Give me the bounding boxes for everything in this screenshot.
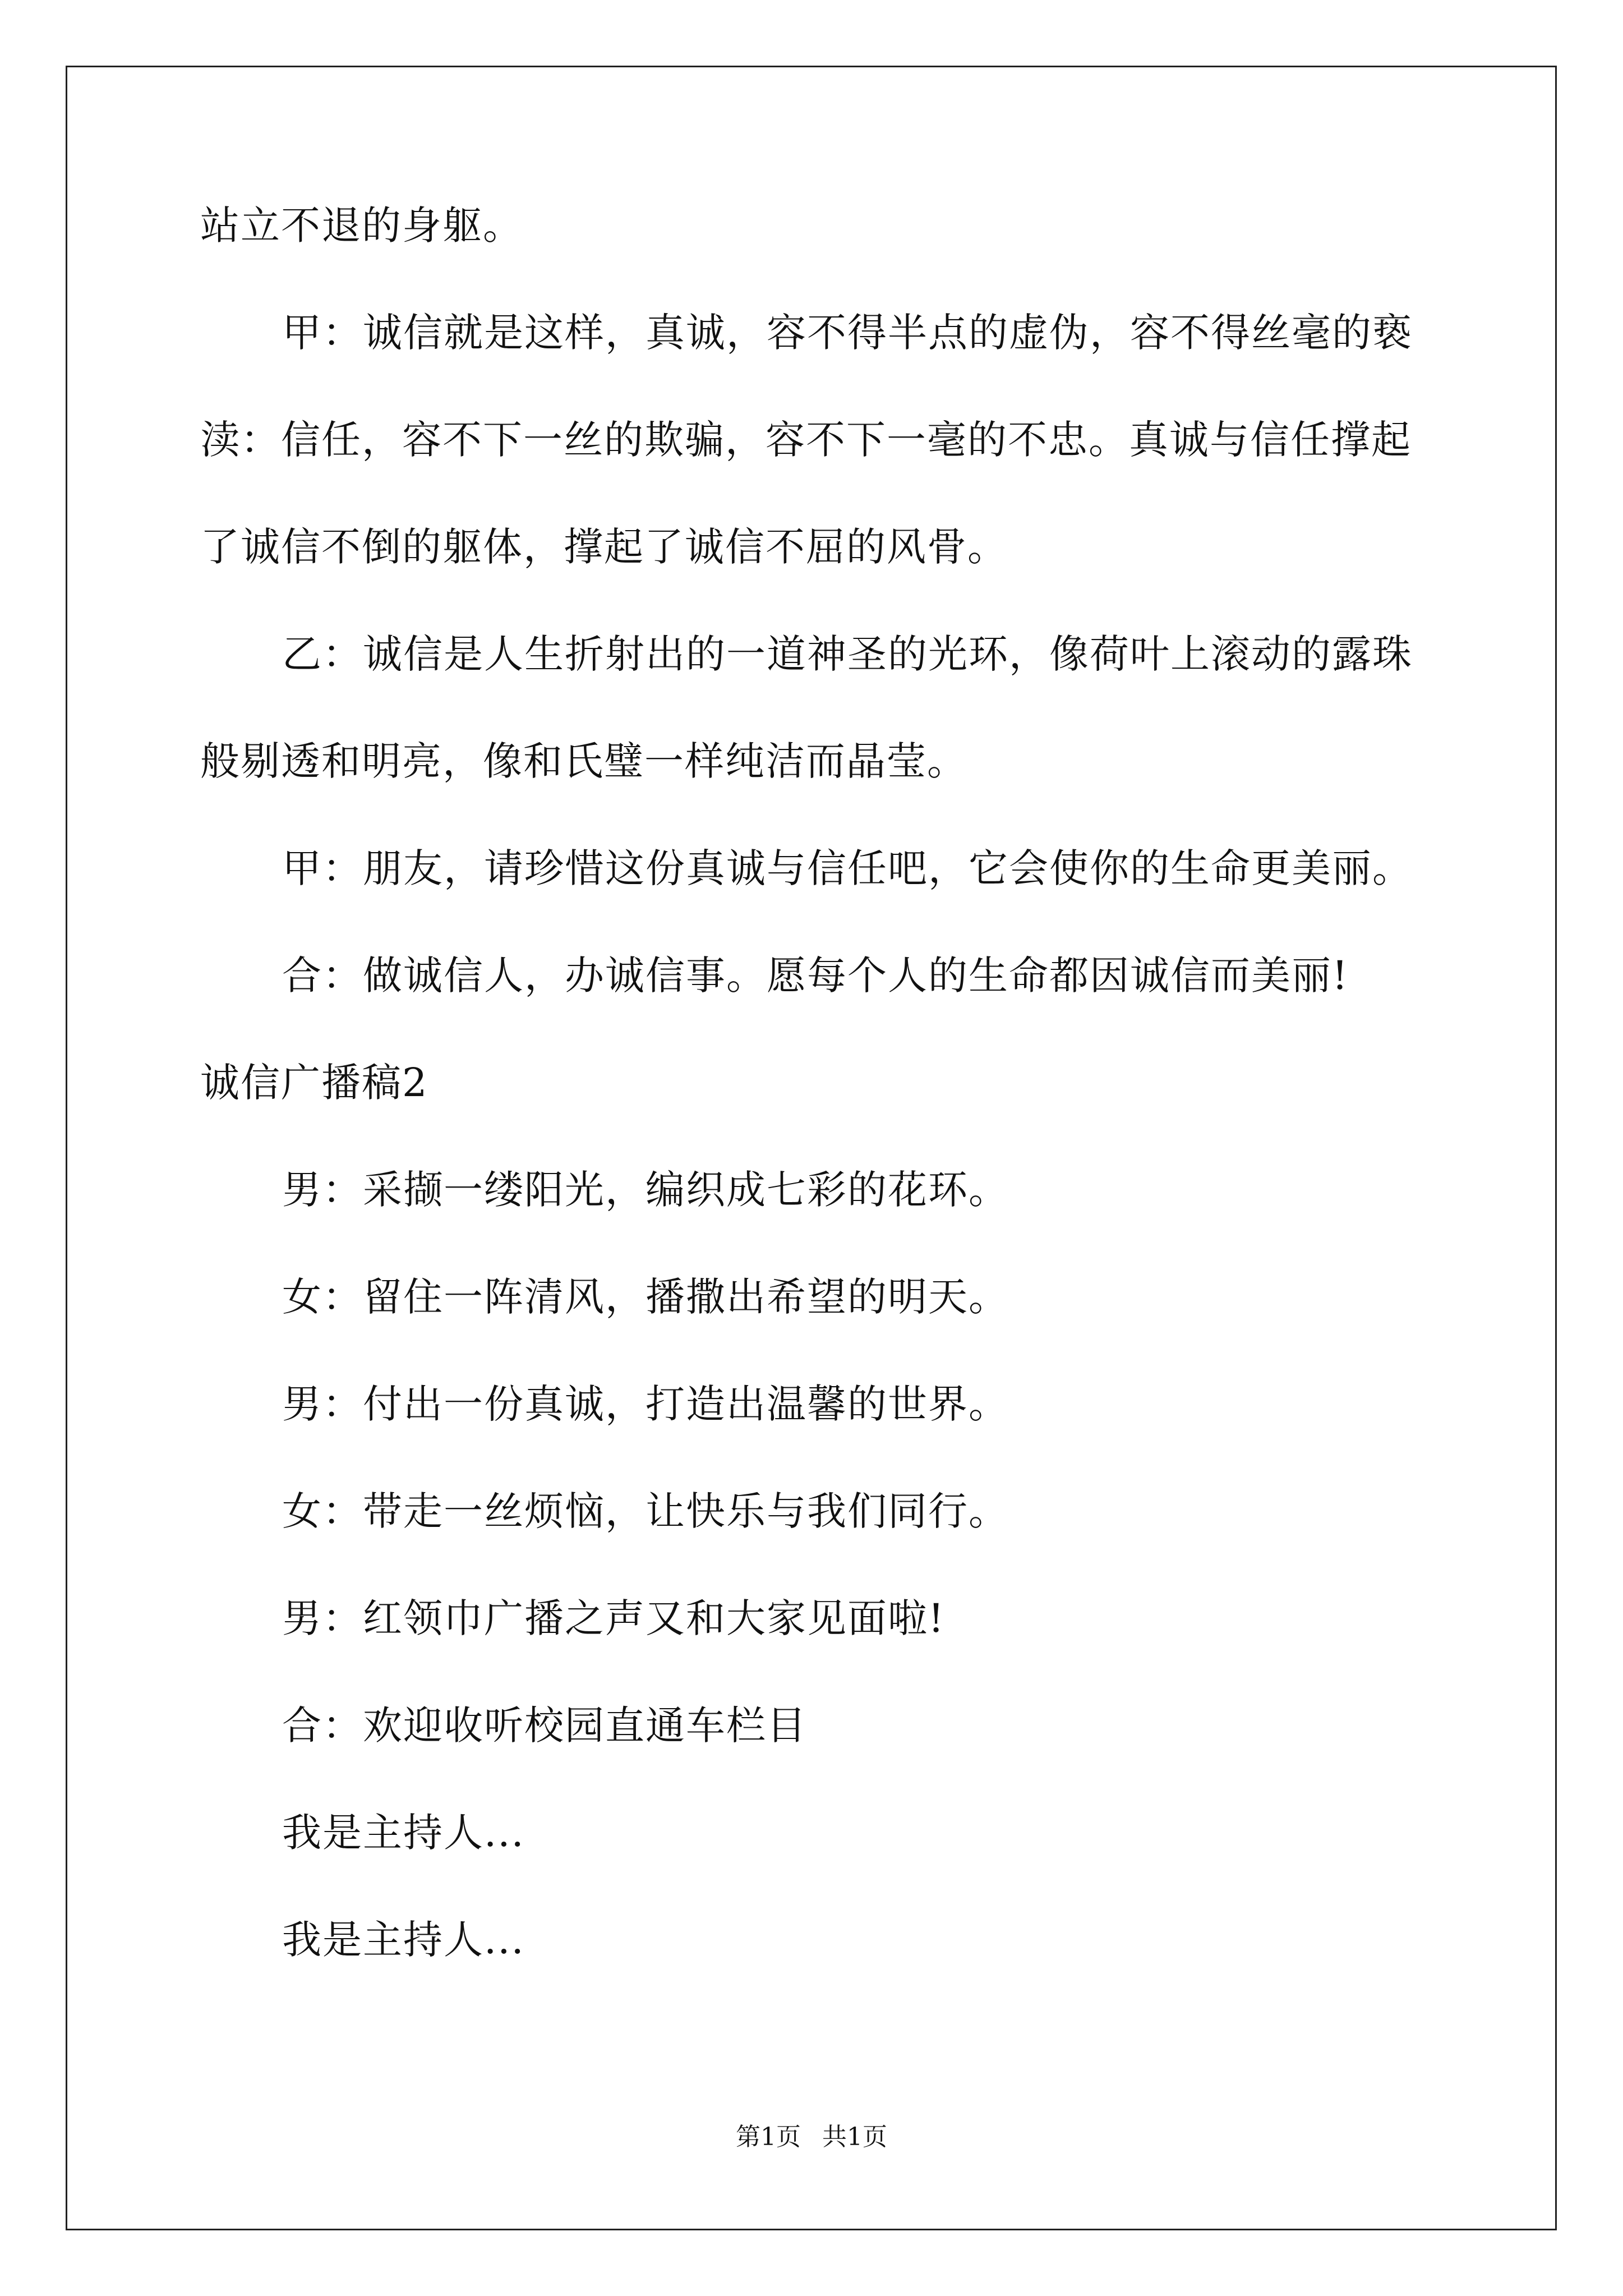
text-line: 我是主持人... xyxy=(282,1810,525,1856)
text-line: 合：欢迎收听校园直通车栏目 xyxy=(282,1703,807,1749)
text-line: 站立不退的身躯。 xyxy=(200,203,523,249)
text-line: 女：留住一阵清风，播撒出希望的明天。 xyxy=(282,1274,1009,1320)
text-line: 甲：诚信就是这样，真诚，容不得半点的虚伪，容不得丝毫的亵 xyxy=(282,310,1413,356)
text-line: 渎：信任，容不下一丝的欺骗，容不下一毫的不忠。真诚与信任撑起 xyxy=(200,417,1412,463)
text-line: 了诚信不倒的躯体，撑起了诚信不屈的风骨。 xyxy=(200,524,1008,570)
text-line: 男：采撷一缕阳光，编织成七彩的花环。 xyxy=(282,1167,1009,1213)
section-heading: 诚信广播稿2 xyxy=(200,1060,428,1106)
page-footer xyxy=(0,2120,1623,2154)
text-line: 乙：诚信是人生折射出的一道神圣的光环，像荷叶上滚动的露珠 xyxy=(282,631,1413,677)
page-number-total: 共1页 xyxy=(822,2123,887,2151)
text-line: 甲：朋友，请珍惜这份真诚与信任吧，它会使你的生命更美丽。 xyxy=(282,845,1413,891)
text-line: 合：做诚信人，办诚信事。愿每个人的生命都因诚信而美丽! xyxy=(282,953,1349,999)
page-border xyxy=(66,66,1557,2230)
text-line: 般剔透和明亮，像和氏璧一样纯洁而晶莹。 xyxy=(200,738,967,784)
text-line: 女：带走一丝烦恼，让快乐与我们同行。 xyxy=(282,1488,1009,1534)
text-line: 男：付出一份真诚，打造出温馨的世界。 xyxy=(282,1381,1009,1427)
page-number-current: 第1页 xyxy=(736,2123,801,2151)
text-line: 我是主持人... xyxy=(282,1917,525,1963)
text-line: 男：红领巾广播之声又和大家见面啦! xyxy=(282,1595,946,1641)
